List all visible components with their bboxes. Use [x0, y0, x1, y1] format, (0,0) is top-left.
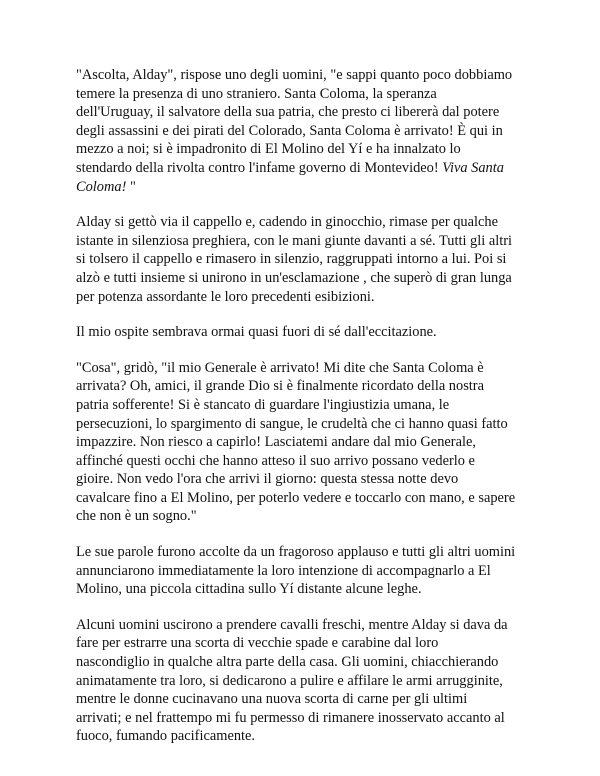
text-line: "Cosa", gridò, "il mio Generale è arrivato! Mi dite che Santa Coloma è — [76, 359, 484, 376]
text-line: annunciarono immediatamente la loro intenzione di accompagnarlo a El — [76, 562, 491, 579]
paragraph-6 — [76, 616, 544, 746]
text-line: Il mio ospite sembrava ormai quasi fuori di sé dall'eccitazione. — [76, 324, 437, 341]
italic-exclamation: Viva Santa — [438, 159, 504, 176]
text-segment: stendardo della rivolta contro l'infame governo di Montevideo! — [76, 159, 439, 176]
text-line: "Ascolta, Alday", rispose uno degli uomini, "e sappi quanto poco dobbiamo — [76, 67, 513, 83]
text-line: cavalcare fino a El Molino, per poterlo vedere e toccarlo con mano, e sapere — [76, 489, 516, 506]
text-line: mezzo a noi; si è impadronito di El Molino del Yí e ha innalzato lo — [76, 141, 461, 158]
text-line: arrivata? Oh, amici, il grande Dio si è finalmente ricordato della nostra — [76, 378, 484, 395]
text-line: si tolsero il cappello e rimasero in silenzio, raggruppati intorno a lui. Poi si — [76, 251, 507, 268]
text-line: fare per estrarre una scorta di vecchie spade e carabine dal loro — [76, 635, 439, 652]
text-line: Le sue parole furono accolte da un fragoroso applauso e tutti gli altri uomini — [76, 544, 516, 561]
text-line: Alday si gettò via il cappello e, cadendo in ginocchio, rimase per qualche — [76, 214, 498, 231]
text-line: Alcuni uomini uscirono a prendere cavalli freschi, mentre Alday si dava da — [76, 616, 508, 633]
text-line: che non è un sogno." — [76, 508, 197, 525]
text-line-mixed — [76, 159, 544, 178]
text-line: fuoco, fumando pacificamente. — [76, 728, 256, 745]
paragraph-3 — [76, 323, 544, 342]
paragraph-4 — [76, 359, 544, 526]
text-line-mixed — [76, 178, 544, 197]
text-line: affinché questi occhi che hanno atteso il suo arrivo possano vederlo e — [76, 452, 475, 469]
italic-exclamation: Coloma! — [76, 178, 127, 195]
text-line: persecuzioni, lo spargimento di sangue, le crudeltà che ci hanno quasi fatto — [76, 415, 508, 432]
paragraph-5 — [76, 543, 544, 599]
text-line: per potenza assordante le loro precedenti esibizioni. — [76, 288, 375, 305]
closing-quote: " — [126, 178, 136, 195]
text-line: patria sofferente! Si è stancato di guardare l'ingiustizia umana, le — [76, 396, 450, 413]
text-line: nascondiglio in qualche altra parte della casa. Gli uomini, chiacchierando — [76, 654, 499, 671]
text-line: temere la presenza di uno straniero. Santa Coloma, la speranza — [76, 85, 437, 102]
paragraph-1 — [76, 66, 544, 196]
paragraph-2 — [76, 213, 544, 306]
text-line: Molino, una piccola cittadina sullo Yí distante alcune leghe. — [76, 581, 422, 598]
text-line: arrivati; e nel frattempo mi fu permesso di rimanere inosservato accanto al — [76, 709, 505, 726]
text-line: alzò e tutti insieme si unirono in un'esclamazione , che superò di gran lunga — [76, 269, 512, 286]
text-line: istante in silenziosa preghiera, con le mani giunte davanti a sé. Tutti gli altri — [76, 232, 513, 249]
text-line: dell'Uruguay, il salvatore della sua patria, che presto ci libererà dal potere — [76, 104, 500, 121]
text-line: gioire. Non vedo l'ora che arrivi il giorno: questa stessa notte devo — [76, 471, 459, 488]
text-line: animatamente tra loro, si dedicarono a pulire e affilare le armi arrugginite, — [76, 672, 503, 689]
text-line: degli assassini e dei pirati del Colorado, Santa Coloma è arrivato! È qui in — [76, 122, 503, 139]
text-line: mentre le donne cucinavano una nuova scorta di carne per gli ultimi — [76, 691, 468, 708]
document-page — [76, 66, 544, 763]
text-line: impazzire. Non riesco a capirlo! Lasciatemi andare dal mio Generale, — [76, 434, 476, 451]
